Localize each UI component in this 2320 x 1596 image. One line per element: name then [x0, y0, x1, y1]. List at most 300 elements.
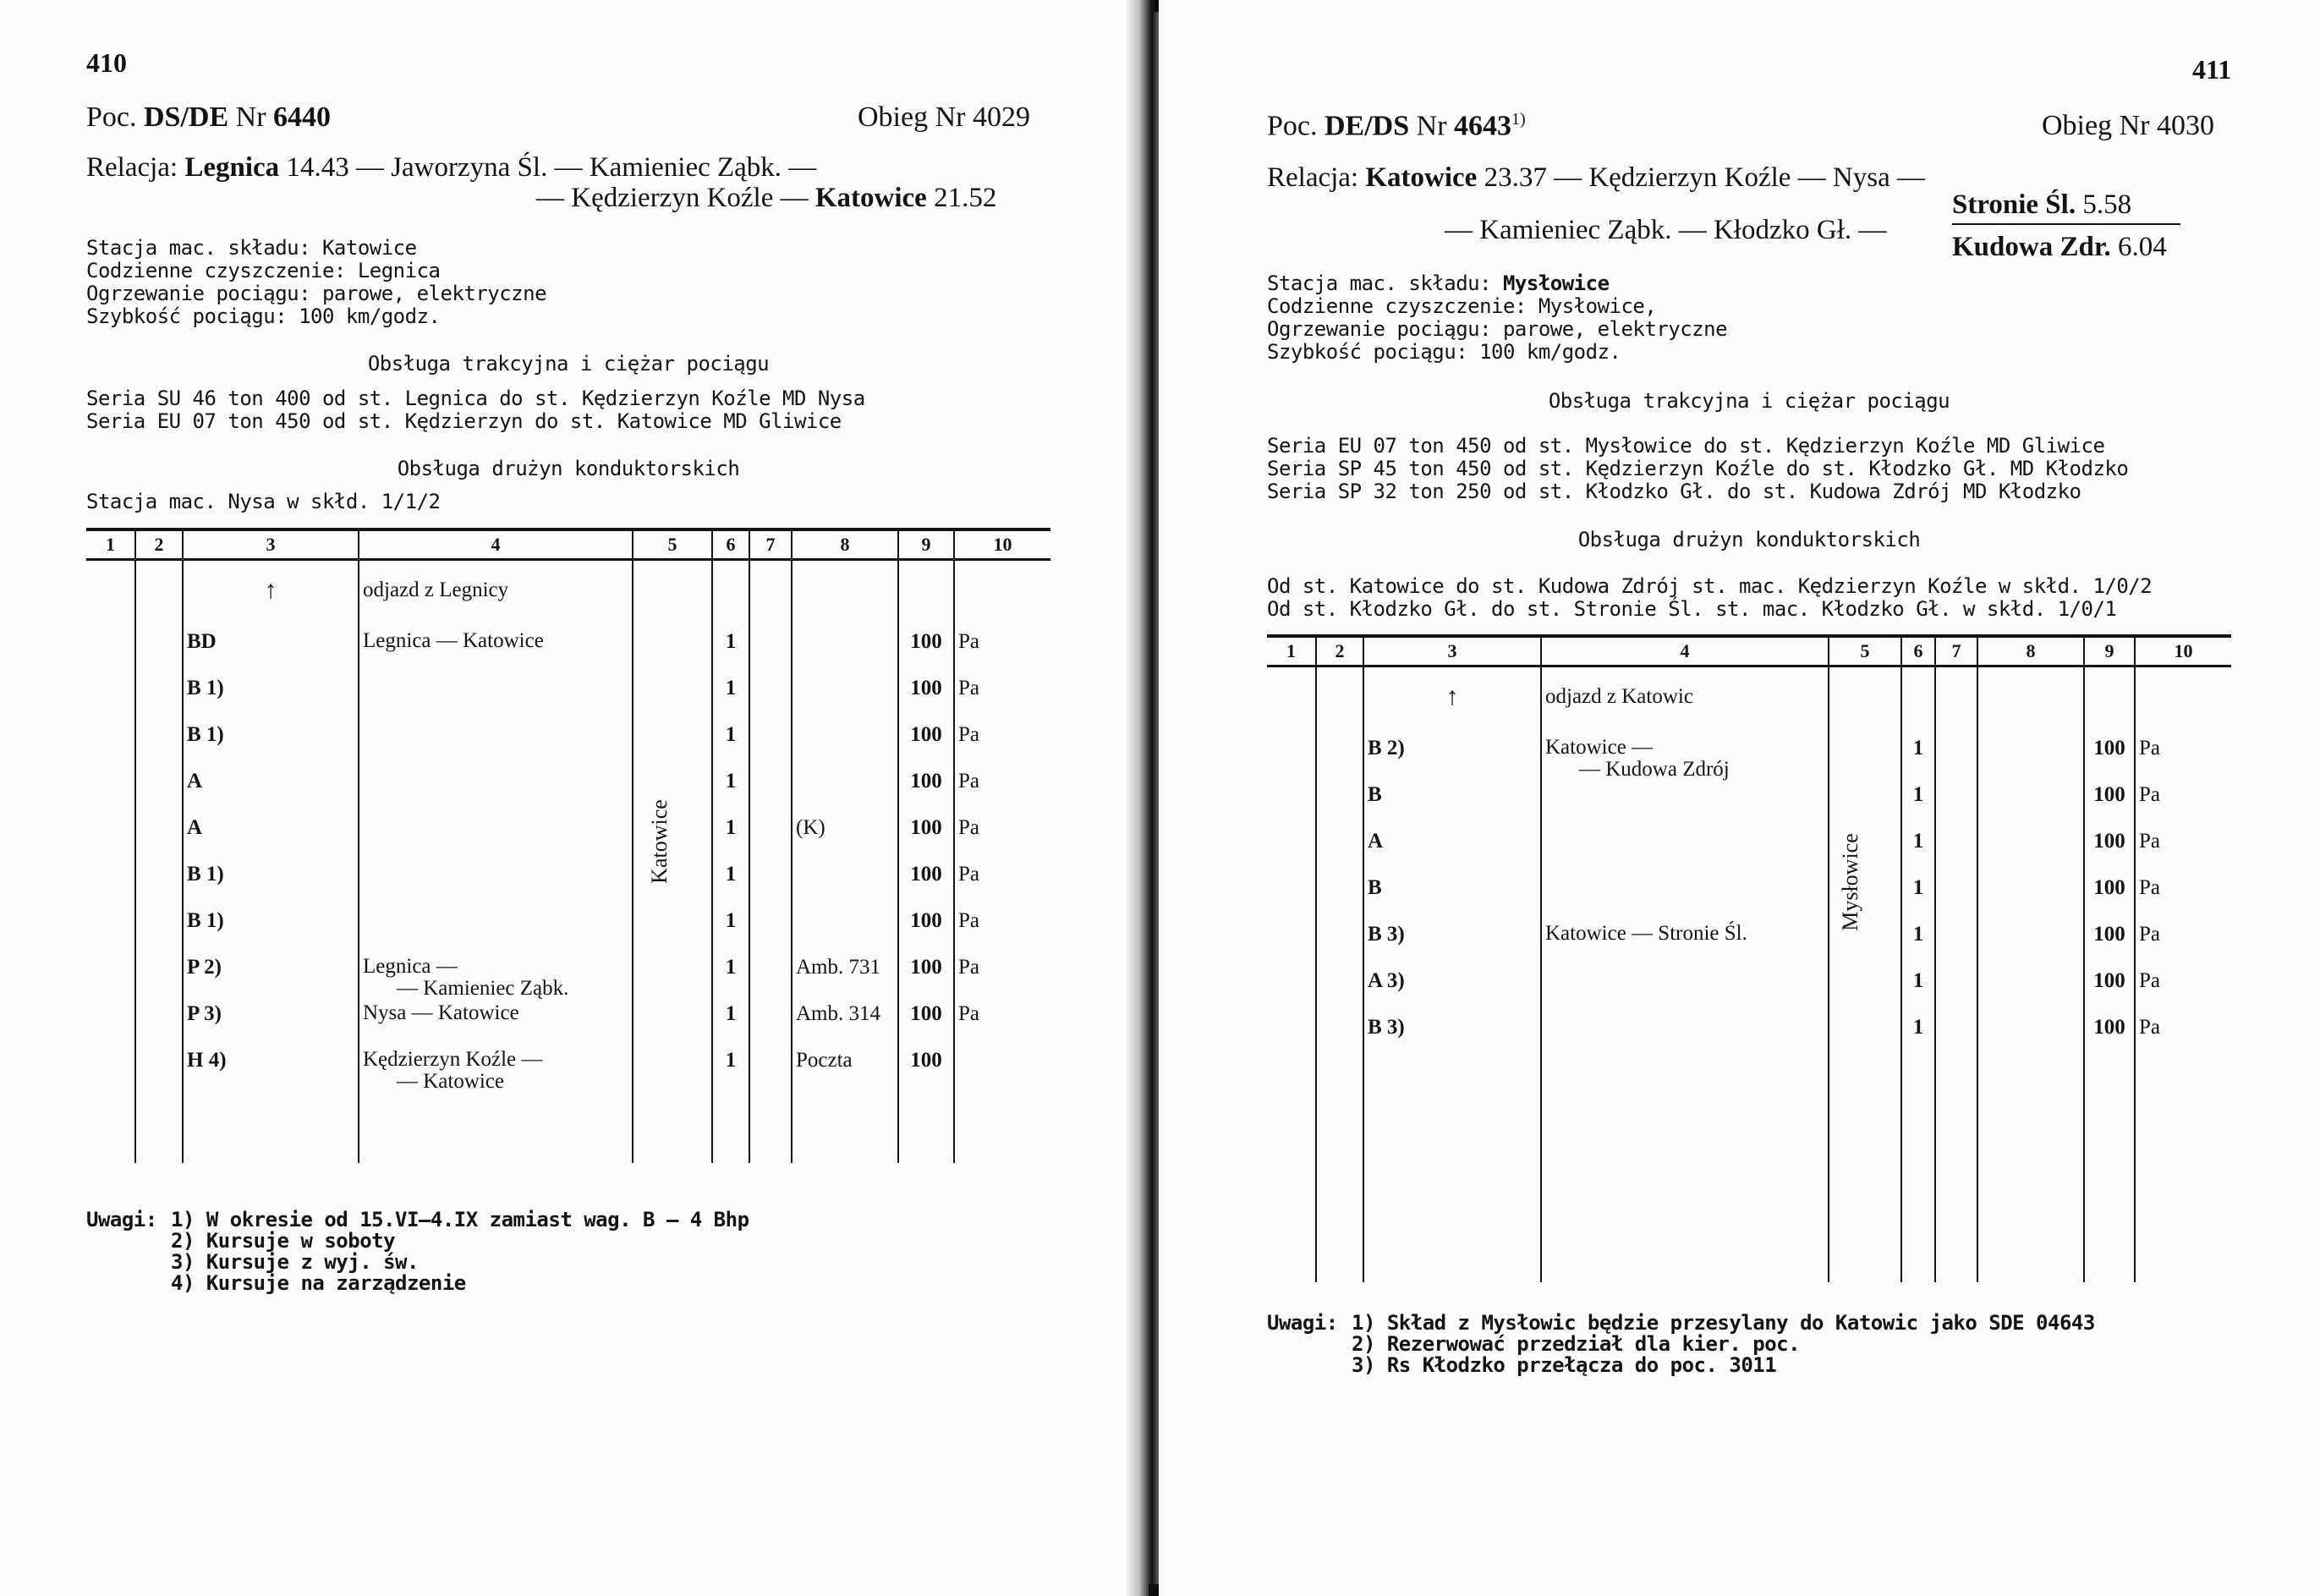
remark-cell	[1977, 1016, 2084, 1062]
train-info	[1267, 272, 1727, 364]
column-header: 4	[1541, 636, 1829, 666]
train-number: 6440	[273, 101, 332, 133]
remark-cell: Poczta	[792, 1049, 898, 1095]
remark-cell	[1977, 969, 2084, 1016]
route-line: Katowice —	[1545, 736, 1654, 759]
train-nr-label: Nr	[1416, 110, 1447, 142]
column-header: 5	[633, 529, 712, 560]
relation-label: Relacja:	[86, 152, 178, 183]
column-header: 10	[2135, 636, 2231, 666]
col-7-cell	[1935, 737, 1977, 783]
col-1-cell	[86, 909, 135, 956]
capacity-cell: 100	[898, 956, 954, 1002]
route-line: Nysa — Katowice	[363, 1001, 519, 1024]
wagon-class-cell: A	[1363, 830, 1541, 876]
traction-heading: Obsługa trakcyjna i ciężar pociągu	[1548, 389, 1950, 413]
service-cell: Pa	[954, 816, 1050, 863]
wagon-class-cell: H 4)	[183, 1049, 359, 1095]
remark-item: 2) Kursuje w soboty	[171, 1229, 396, 1253]
col-2-cell	[1316, 830, 1363, 876]
empty-cell	[2084, 1062, 2135, 1282]
traction-line: Seria SP 32 ton 250 od st. Kłodzko Gł. do st. Kudowa Zdrój MD Kłodzko	[1267, 480, 2081, 503]
capacity-cell: 100	[898, 630, 954, 677]
route-cell	[1541, 876, 1829, 923]
table-row	[86, 909, 1050, 956]
remarks	[1267, 1313, 2095, 1376]
col-7-cell	[749, 1049, 792, 1095]
service-cell	[2135, 666, 2231, 738]
service-cell: Pa	[2135, 969, 2231, 1016]
arrow-up-icon: ↑	[264, 576, 277, 604]
remark-cell	[1977, 830, 2084, 876]
wagon-class-cell	[1363, 666, 1541, 738]
capacity-cell: 100	[2084, 783, 2135, 830]
col-7-cell	[749, 560, 792, 631]
route-cell	[359, 723, 633, 770]
service-cell	[954, 560, 1050, 631]
wagon-count-cell: 1	[712, 863, 749, 909]
station-label: Stacja mac. składu:	[1267, 271, 1503, 295]
info-line: Ogrzewanie pociągu: parowe, elektryczne	[86, 282, 547, 305]
column-header: 1	[1267, 636, 1316, 666]
col-7-cell	[749, 723, 792, 770]
train-title	[1267, 110, 1526, 142]
crew-line: Stacja mac. Nysa w skłd. 1/1/2	[86, 490, 441, 513]
column-header: 8	[792, 529, 898, 560]
route-cell	[359, 630, 633, 677]
wagon-class-cell: A 3)	[1363, 969, 1541, 1016]
empty-cell	[1829, 1062, 1901, 1282]
col-1-cell	[86, 630, 135, 677]
info-line	[1267, 272, 1727, 295]
table-row	[86, 630, 1050, 677]
col-2-cell	[1316, 969, 1363, 1016]
table-body	[86, 560, 1050, 1164]
wagon-class-cell: BD	[183, 630, 359, 677]
remark-cell	[1977, 923, 2084, 969]
route-cell	[359, 956, 633, 1002]
direction-cell	[1829, 1016, 1901, 1062]
page-number: 410	[86, 47, 127, 78]
column-header: 2	[135, 529, 183, 560]
relation-line-2: — Kamieniec Ząbk. — Kłodzko Gł. —	[1445, 215, 1887, 245]
wagon-class-cell: B 3)	[1363, 923, 1541, 969]
wagon-class-cell: B	[1363, 783, 1541, 830]
col-1-cell	[86, 770, 135, 816]
capacity-cell: 100	[898, 677, 954, 723]
remark-item: 3) Kursuje z wyj. św.	[171, 1250, 419, 1274]
col-2-cell	[1316, 876, 1363, 923]
wagon-class-cell: P 2)	[183, 956, 359, 1002]
remark-cell	[792, 630, 898, 677]
branch-divider	[1952, 223, 2180, 225]
col-7-cell	[749, 1002, 792, 1049]
train-type: DS/DE	[144, 101, 229, 133]
capacity-cell: 100	[2084, 830, 2135, 876]
col-2-cell	[1316, 783, 1363, 830]
column-header: 2	[1316, 636, 1363, 666]
table-row	[86, 863, 1050, 909]
relation-origin: Katowice	[1365, 162, 1478, 193]
train-footnote: 1)	[1511, 110, 1526, 129]
column-header: 1	[86, 529, 135, 560]
col-2-cell	[135, 816, 183, 863]
col-1-cell	[86, 956, 135, 1002]
direction-cell	[1829, 666, 1901, 738]
col-2-cell	[135, 909, 183, 956]
page-number: 411	[2192, 54, 2232, 85]
table-row	[1267, 876, 2231, 923]
crew-heading: Obsługa drużyn konduktorskich	[1577, 528, 1921, 551]
column-header: 8	[1977, 636, 2084, 666]
route-cell	[359, 770, 633, 816]
remarks-label: Uwagi:	[1267, 1311, 1338, 1335]
direction-cell	[633, 1049, 712, 1095]
direction-cell	[633, 770, 712, 816]
wagon-class-cell: B 1)	[183, 723, 359, 770]
wagon-count-cell: 1	[712, 1002, 749, 1049]
composition-table	[86, 528, 1050, 1163]
info-line: Szybkość pociągu: 100 km/godz.	[86, 304, 441, 328]
crew-heading: Obsługa drużyn konduktorskich	[397, 457, 740, 480]
table-row	[1267, 830, 2231, 876]
route-line: Kędzierzyn Koźle —	[363, 1048, 543, 1071]
remark-cell: Amb. 731	[792, 956, 898, 1002]
service-cell: Pa	[954, 677, 1050, 723]
col-7-cell	[1935, 969, 1977, 1016]
info-line: Stacja mac. składu: Katowice	[86, 236, 417, 260]
column-header: 3	[183, 529, 359, 560]
wagon-count-cell: 1	[1901, 876, 1935, 923]
remark-cell	[1977, 737, 2084, 783]
remark-cell	[792, 723, 898, 770]
crew-line: Od st. Katowice do st. Kudowa Zdrój st. mac. Kędzierzyn Koźle w skłd. 1/0/2	[1267, 574, 2153, 598]
info-line: Codzienne czyszczenie: Legnica	[86, 259, 441, 282]
wagon-count-cell: 1	[1901, 783, 1935, 830]
wagon-class-cell	[183, 560, 359, 631]
info-line: Szybkość pociągu: 100 km/godz.	[1267, 340, 1621, 364]
empty-cell	[712, 1095, 749, 1163]
route-line: Legnica — Katowice	[363, 629, 544, 652]
circulation-number: Obieg Nr 4030	[2042, 110, 2214, 141]
table-filler-row	[86, 1095, 1050, 1163]
wagon-count-cell: 1	[712, 956, 749, 1002]
route-cell	[359, 677, 633, 723]
table-row	[1267, 1016, 2231, 1062]
col-1-cell	[86, 560, 135, 631]
relation-route: 14.43 — Jaworzyna Śl. — Kamieniec Ząbk. —	[279, 152, 817, 183]
route-line-continued: — Kamieniec Ząbk.	[397, 977, 569, 1000]
train-title	[86, 101, 331, 134]
col-7-cell	[1935, 876, 1977, 923]
col-1-cell	[86, 863, 135, 909]
right-page	[1159, 0, 2320, 1596]
empty-cell	[792, 1095, 898, 1163]
column-header: 6	[1901, 636, 1935, 666]
remark-cell	[792, 560, 898, 631]
col-2-cell	[135, 1049, 183, 1095]
service-cell: Pa	[954, 863, 1050, 909]
col-7-cell	[1935, 923, 1977, 969]
arrow-up-icon: ↑	[1445, 683, 1459, 710]
table-row	[1267, 969, 2231, 1016]
crew-list	[1267, 575, 2152, 621]
capacity-cell: 100	[2084, 1016, 2135, 1062]
wagon-class-cell: B 1)	[183, 677, 359, 723]
table-row	[86, 723, 1050, 770]
wagon-count-cell: 1	[712, 1049, 749, 1095]
col-2-cell	[1316, 1016, 1363, 1062]
wagon-count-cell: 1	[1901, 923, 1935, 969]
column-header: 3	[1363, 636, 1541, 666]
remark-cell	[792, 770, 898, 816]
direction-cell	[633, 863, 712, 909]
wagon-count-cell	[712, 560, 749, 631]
relation-branch-lower-station: Kudowa Zdr.	[1952, 232, 2111, 262]
wagon-count-cell: 1	[712, 723, 749, 770]
column-header: 9	[2084, 636, 2135, 666]
info-line: Codzienne czyszczenie: Mysłowice,	[1267, 294, 1657, 318]
wagon-count-cell: 1	[1901, 1016, 1935, 1062]
col-2-cell	[135, 723, 183, 770]
relation-branch-lower-time: 6.04	[2110, 232, 2167, 262]
empty-cell	[2135, 1062, 2231, 1282]
col-1-cell	[1267, 969, 1316, 1016]
composition-table	[1267, 634, 2231, 1282]
col-7-cell	[1935, 830, 1977, 876]
route-cell	[1541, 830, 1829, 876]
col-1-cell	[1267, 737, 1316, 783]
wagon-class-cell: B 3)	[1363, 1016, 1541, 1062]
train-prefix: Poc.	[86, 101, 137, 133]
table-row	[1267, 783, 2231, 830]
relation-branch-upper-time: 5.58	[2076, 189, 2132, 220]
traction-heading: Obsługa trakcyjna i ciężar pociągu	[367, 352, 770, 376]
col-7-cell	[749, 770, 792, 816]
capacity-cell: 100	[2084, 737, 2135, 783]
capacity-cell: 100	[898, 723, 954, 770]
empty-cell	[954, 1095, 1050, 1163]
wagon-class-cell: B	[1363, 876, 1541, 923]
wagon-class-cell: B 1)	[183, 909, 359, 956]
table-header-row	[1267, 636, 2231, 666]
col-7-cell	[1935, 1016, 1977, 1062]
train-prefix: Poc.	[1267, 110, 1318, 142]
empty-cell	[1541, 1062, 1829, 1282]
col-2-cell	[1316, 737, 1363, 783]
col-7-cell	[749, 909, 792, 956]
service-cell: Pa	[2135, 737, 2231, 783]
wagon-class-cell: A	[183, 770, 359, 816]
direction-cell	[633, 1002, 712, 1049]
col-1-cell	[86, 816, 135, 863]
col-7-cell	[749, 630, 792, 677]
col-1-cell	[86, 677, 135, 723]
route-cell	[1541, 1016, 1829, 1062]
relation-branch-upper-station: Stronie Śl.	[1952, 189, 2076, 220]
table-body	[1267, 666, 2231, 1283]
info-line: Ogrzewanie pociągu: parowe, elektryczne	[1267, 317, 1728, 341]
table-row	[86, 956, 1050, 1002]
direction-cell	[633, 560, 712, 631]
col-1-cell	[1267, 666, 1316, 738]
empty-cell	[1316, 1062, 1363, 1282]
col-1-cell	[86, 1049, 135, 1095]
wagon-count-cell	[1901, 666, 1935, 738]
train-number: 4643	[1454, 110, 1512, 142]
capacity-cell: 100	[898, 1002, 954, 1049]
service-cell: Pa	[954, 630, 1050, 677]
traction-line: Seria EU 07 ton 450 od st. Mysłowice do st. Kędzierzyn Koźle MD Gliwice	[1267, 434, 2105, 458]
crew-line: Od st. Kłodzko Gł. do st. Stronie Śl. st. mac. Kłodzko Gł. w skłd. 1/0/1	[1267, 597, 2117, 621]
capacity-cell: 100	[898, 770, 954, 816]
service-cell: Pa	[954, 770, 1050, 816]
col-1-cell	[86, 1002, 135, 1049]
column-header: 7	[749, 529, 792, 560]
service-cell: Pa	[954, 723, 1050, 770]
relation-destination: Katowice	[814, 183, 927, 213]
route-cell	[1541, 923, 1829, 969]
station-value: Mysłowice	[1502, 271, 1610, 295]
capacity-cell	[898, 560, 954, 631]
table-header-row	[86, 529, 1050, 560]
col-2-cell	[135, 1002, 183, 1049]
column-header: 10	[954, 529, 1050, 560]
route-cell	[1541, 666, 1829, 738]
wagon-count-cell: 1	[1901, 830, 1935, 876]
capacity-cell: 100	[898, 863, 954, 909]
remark-cell	[1977, 876, 2084, 923]
vertical-station-label: Mysłowice	[1837, 833, 1862, 931]
route-cell	[359, 1049, 633, 1095]
route-line-continued: — Kudowa Zdrój	[1579, 758, 1730, 781]
traction-line: Seria SU 46 ton 400 od st. Legnica do st. Kędzierzyn Koźle MD Nysa	[86, 387, 865, 410]
col-7-cell	[749, 956, 792, 1002]
train-type: DE/DS	[1325, 110, 1410, 142]
wagon-count-cell: 1	[1901, 969, 1935, 1016]
table-row	[1267, 737, 2231, 783]
capacity-cell: 100	[898, 1049, 954, 1095]
route-cell	[359, 909, 633, 956]
remarks-label: Uwagi:	[86, 1208, 157, 1231]
wagon-count-cell: 1	[1901, 737, 1935, 783]
column-header: 5	[1829, 636, 1901, 666]
col-1-cell	[1267, 923, 1316, 969]
remark-item: 2) Rezerwować przedział dla kier. poc.	[1352, 1332, 1801, 1356]
col-7-cell	[749, 816, 792, 863]
route-cell	[359, 816, 633, 863]
remarks	[86, 1209, 749, 1294]
service-cell: Pa	[954, 909, 1050, 956]
capacity-cell: 100	[2084, 876, 2135, 923]
empty-cell	[86, 1095, 135, 1163]
left-page	[0, 0, 1133, 1596]
column-header: 6	[712, 529, 749, 560]
remark-cell	[1977, 783, 2084, 830]
empty-cell	[898, 1095, 954, 1163]
col-2-cell	[135, 956, 183, 1002]
service-cell: Pa	[2135, 923, 2231, 969]
route-cell	[359, 863, 633, 909]
route-line: odjazd z Legnicy	[363, 579, 509, 601]
route-cell	[359, 560, 633, 631]
direction-cell	[1829, 969, 1901, 1016]
remark-cell	[792, 909, 898, 956]
relation-line-1	[1267, 162, 1925, 194]
empty-cell	[1977, 1062, 2084, 1282]
route-line-continued: — Katowice	[397, 1070, 505, 1093]
wagon-class-cell: B 1)	[183, 863, 359, 909]
direction-cell	[633, 630, 712, 677]
col-2-cell	[135, 630, 183, 677]
direction-cell	[633, 816, 712, 863]
route-line: odjazd z Katowic	[1545, 685, 1693, 708]
route-cell	[1541, 783, 1829, 830]
col-2-cell	[135, 677, 183, 723]
direction-cell	[1829, 737, 1901, 783]
col-1-cell	[86, 723, 135, 770]
table-row	[1267, 923, 2231, 969]
capacity-cell	[2084, 666, 2135, 738]
empty-cell	[359, 1095, 633, 1163]
col-7-cell	[749, 677, 792, 723]
traction-list	[1267, 435, 2128, 503]
service-cell	[954, 1049, 1050, 1095]
capacity-cell: 100	[2084, 969, 2135, 1016]
col-7-cell	[1935, 783, 1977, 830]
remark-item: 4) Kursuje na zarządzenie	[171, 1271, 466, 1295]
table-filler-row	[1267, 1062, 2231, 1282]
col-2-cell	[135, 560, 183, 631]
col-2-cell	[135, 863, 183, 909]
traction-line: Seria SP 45 ton 450 od st. Kędzierzyn Koźle do st. Kłodzko Gł. MD Kłodzko	[1267, 457, 2129, 480]
direction-cell	[633, 909, 712, 956]
service-cell: Pa	[2135, 876, 2231, 923]
empty-cell	[183, 1095, 359, 1163]
relation-branch-upper	[1952, 189, 2131, 221]
capacity-cell: 100	[2084, 923, 2135, 969]
remark-item: 3) Rs Kłodzko przełącza do poc. 3011	[1352, 1353, 1777, 1377]
col-1-cell	[1267, 1016, 1316, 1062]
column-header: 9	[898, 529, 954, 560]
relation-label: Relacja:	[1267, 162, 1359, 193]
empty-cell	[749, 1095, 792, 1163]
capacity-cell: 100	[898, 816, 954, 863]
relation-route: 23.37 — Kędzierzyn Koźle — Nysa —	[1477, 162, 1926, 193]
column-header: 7	[1935, 636, 1977, 666]
empty-cell	[633, 1095, 712, 1163]
route-cell	[359, 1002, 633, 1049]
remark-cell: (K)	[792, 816, 898, 863]
empty-cell	[1267, 1062, 1316, 1282]
table-row	[1267, 666, 2231, 738]
route-line: Katowice — Stronie Śl.	[1545, 922, 1747, 945]
col-7-cell	[1935, 666, 1977, 738]
col-2-cell	[1316, 666, 1363, 738]
table-row	[86, 1002, 1050, 1049]
relation-line-2	[536, 183, 996, 214]
vertical-station-label: Katowice	[646, 799, 672, 884]
relation-origin: Legnica	[184, 152, 280, 183]
traction-line: Seria EU 07 ton 450 od st. Kędzierzyn do st. Katowice MD Gliwice	[86, 409, 842, 433]
service-cell: Pa	[2135, 830, 2231, 876]
capacity-cell: 100	[898, 909, 954, 956]
table-row	[86, 770, 1050, 816]
train-nr-label: Nr	[235, 101, 266, 133]
crew-list	[86, 491, 440, 513]
remark-cell: Amb. 314	[792, 1002, 898, 1049]
relation-line-1	[86, 152, 816, 184]
